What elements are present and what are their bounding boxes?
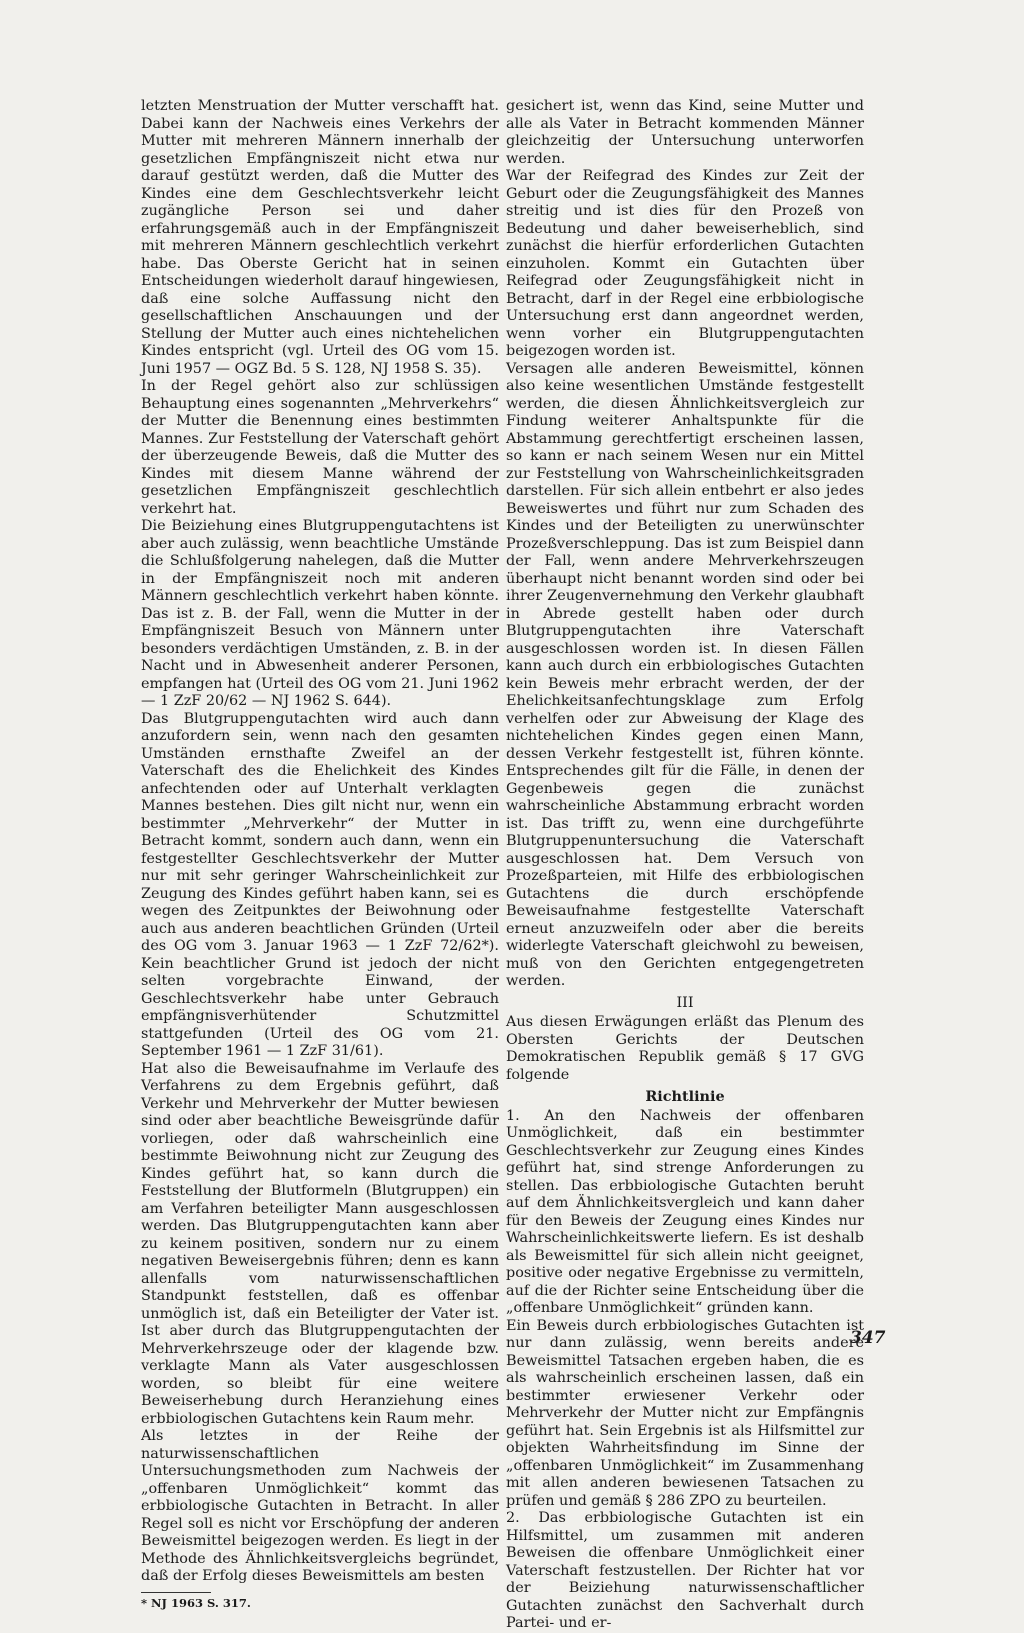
left-paragraph-2: In der Regel gehört also zur schlüssigen Behauptung eines sogenannten „Mehrverkehrs“ der Mutter die Benennung eines bestimmten Mannes. Zur Feststellung der Vaterschaft gehört der überzeugende Beweis, daß die Mutter des Kindes mit diesem Manne während der gesetzlichen Empfängniszeit geschlechtlich verkehrt hat.	[141, 378, 499, 517]
left-paragraph-6: Als letztes in der Reihe der naturwissenschaftlichen Untersuchungsmethoden zum Nachweis der „offenbaren Unmöglichkeit“ kommt das erbbiologische Gutachten in Betracht. In aller Regel soll es nicht vor Erschöpfung der anderen Beweismittel beigezogen werden. Es liegt in der Methode des Ähnlichkeitsvergleichs begründet, daß der Erfolg dieses Beweismittels am besten	[141, 1428, 499, 1584]
section-heading: III	[676, 994, 694, 1011]
directive-paragraph-2: Ein Beweis durch erbbiologisches Gutachten ist nur dann zulässig, wenn bereits andere Beweismittel Tatsachen ergeben haben, die es als wahrscheinlich erscheinen lassen, daß ein bestimmter erwiesener Verkehr oder Mehrverkehr der Mutter nicht zur Empfängnis geführt hat. Sein Ergebnis ist als Hilfsmittel zur objekten Wahrheitsfindung im Sinne der „offenbaren Unmöglichkeit“ im Zusammenhang mit allen anderen bewiesenen Tatsachen zu prüfen und gemäß § 286 ZPO zu beurteilen.	[506, 1317, 864, 1509]
left-paragraph-5: Hat also die Beweisaufnahme im Verlaufe des Verfahrens zu dem Ergebnis geführt, daß Verkehr und Mehrverkehr der Mutter bewiesen sind oder aber beachtliche Beweisgründe dafür vorliegen, oder daß wahrscheinlich eine bestimmte Beiwohnung nicht zur Zeugung des Kindes geführt hat, so kann durch die Feststellung der Blutformeln (Blutgruppen) ein am Verfahren beteiligter Mann ausgeschlossen werden. Das Blutgruppengutachten kann aber zu keinem positiven, sondern nur zu einem negativen Beweisergebnis führen; denn es kann allenfalls vom naturwissenschaftlichen Standpunkt feststellen, daß es offenbar unmöglich ist, daß ein Beteiligter der Vater ist. Ist aber durch das Blutgruppengutachten der Mehrverkehrszeuge oder der klagende bzw. verklagte Mann als Vater ausgeschlossen worden, so bleibt für eine weitere Beweiserhebung durch Heranziehung eines erbbiologischen Gutachtens kein Raum mehr.	[141, 1060, 499, 1427]
page-number: 347	[850, 1328, 886, 1348]
left-paragraph-1: letzten Menstruation der Mutter verschafft hat. Dabei kann der Nachweis eines Verkehrs der Mutter mit mehreren Männern innerhalb der gesetzlichen Empfängniszeit nicht etwa nur darauf gestützt werden, daß die Mutter des Kindes eine dem Geschlechtsverkehr leicht zugängliche Person sei und daher erfahrungsgemäß auch in der Empfängniszeit mit mehreren Männern geschlechtlich verkehrt habe. Das Oberste Gericht hat in seinen Entscheidungen wiederholt darauf hingewiesen, daß eine solche Auffassung nicht den gesellschaftlichen Anschauungen und der Stellung der Mutter auch eines nichtehelichen Kindes entspricht (vgl. Urteil des OG vom 15. Juni 1957 — OGZ Bd. 5 S. 128, NJ 1958 S. 35).	[141, 98, 499, 377]
right-paragraph-3: Versagen alle anderen Beweismittel, können also keine wesentlichen Umstände festgestellt werden, die diesen Ähnlichkeitsvergleich zur Findung weiterer Anhaltspunkte für die Abstammung gerechtfertigt erscheinen lassen, so kann er nach seinem Wesen nur ein Mittel zur Feststellung von Wahrscheinlichkeitsgraden darstellen. Für sich allein entbehrt er also jedes Beweiswertes und führt nur zum Schaden des Kindes und der Beteiligten zu unerwünschter Prozeßverschleppung. Das ist zum Beispiel dann der Fall, wenn andere Mehrverkehrszeugen überhaupt nicht benannt worden sind oder bei ihrer Zeugenvernehmung den Verkehr glaubhaft in Abrede gestellt haben oder durch Blutgruppengutachten ihre Vaterschaft ausgeschlossen worden ist. In diesen Fällen kann auch durch ein erbbiologisches Gutachten kein Beweis mehr erbracht werden, der der Ehelichkeitsanfechtungsklage zum Erfolg verhelfen oder zur Abweisung der Klage des nichtehelichen Kindes gegen einen Mann, dessen Verkehr festgestellt ist, führen könnte. Entsprechendes gilt für die Fälle, in denen der Gegenbeweis gegen die zunächst wahrscheinliche Abstammung erbracht worden ist. Das trifft zu, wenn eine durchgeführte Blutgruppenuntersuchung die Vaterschaft ausgeschlossen hat. Dem Versuch von Prozeßparteien, mit Hilfe des erbbiologischen Gutachtens die durch erschöpfende Beweisaufnahme festgestellte Vaterschaft erneut anzuzweifeln oder aber die bereits widerlegte Vaterschaft gleichwohl zu beweisen, muß von den Gerichten entgegengetreten werden.	[506, 360, 864, 989]
section-paragraph: Aus diesen Erwägungen erläßt das Plenum des Obersten Gerichts der Deutschen Demokratischen Republik gemäß § 17 GVG folgende	[506, 1014, 864, 1083]
directive-paragraph-3: 2. Das erbbiologische Gutachten ist ein Hilfsmittel, um zusammen mit anderen Beweisen die offenbare Unmöglichkeit einer Vaterschaft festzustellen. Der Richter hat vor der Beiziehung naturwissenschaftlicher Gutachten zunächst den Sachverhalt durch Partei- und er-	[506, 1510, 864, 1631]
left-paragraph-4: Das Blutgruppengutachten wird auch dann anzufordern sein, wenn nach den gesamten Umständen ernsthafte Zweifel an der Vaterschaft des die Ehelichkeit des Kindes anfechtenden oder auf Unterhalt verklagten Mannes bestehen. Dies gilt nicht nur, wenn ein bestimmter „Mehrverkehr“ der Mutter in Betracht kommt, sondern auch dann, wenn ein festgestellter Geschlechtsverkehr der Mutter nur mit sehr geringer Wahrscheinlichkeit zur Zeugung des Kindes geführt haben kann, sei es wegen des Zeitpunktes der Beiwohnung oder auch aus anderen beachtlichen Gründen (Urteil des OG vom 3. Januar 1963 — 1 ZzF 72/62*). Kein beachtlicher Grund ist jedoch der nicht selten vorgebrachte Einwand, der Geschlechtsverkehr habe unter Gebrauch empfängnisverhütender Schutzmittel stattgefunden (Urteil des OG vom 21. September 1961 — 1 ZzF 31/61).	[141, 710, 499, 1059]
directive-heading: Richtlinie	[645, 1088, 725, 1105]
footnote: * NJ 1963 S. 317.	[141, 1595, 251, 1610]
directive-paragraph-1: 1. An den Nachweis der offenbaren Unmöglichkeit, daß ein bestimmter Geschlechtsverkehr zur Zeugung eines Kindes geführt hat, sind strenge Anforderungen zu stellen. Das erbbiologische Gutachten beruht auf dem Ähnlichkeitsvergleich und kann daher für den Beweis der Zeugung eines Kindes nur Wahrscheinlichkeitswerte liefern. Es ist deshalb als Beweismittel für sich allein nicht geeignet, positive oder negative Ergebnisse zu vermitteln, auf die der Richter seine Entscheidung über die „offenbare Unmöglichkeit“ gründen kann.	[506, 1107, 864, 1316]
left-paragraph-3: Die Beiziehung eines Blutgruppengutachtens ist aber auch zulässig, wenn beachtliche Umstände die Schlußfolgerung nahelegen, daß die Mutter in der Empfängniszeit noch mit anderen Männern geschlechtlich verkehrt haben könnte. Das ist z. B. der Fall, wenn die Mutter in der Empfängniszeit Besuch von Männern unter besonders verdächtigen Umständen, z. B. in der Nacht und in Abwesenheit anderer Personen, empfangen hat (Urteil des OG vom 21. Juni 1962 — 1 ZzF 20/62 — NJ 1962 S. 644).	[141, 518, 499, 709]
right-paragraph-2: War der Reifegrad des Kindes zur Zeit der Geburt oder die Zeugungsfähigkeit des Mannes streitig und ist dies für den Prozeß von Bedeutung und daher beweiserheblich, sind zunächst die hierfür erforderlichen Gutachten einzuholen. Kommt ein Gutachten über Reifegrad oder Zeugungsfähigkeit nicht in Betracht, darf in der Regel eine erbbiologische Untersuchung erst dann angeordnet werden, wenn vorher ein Blutgruppengutachten beigezogen worden ist.	[506, 168, 864, 359]
left-column	[141, 98, 499, 1610]
footnote-divider	[141, 1592, 211, 1593]
right-column	[506, 98, 864, 1633]
right-paragraph-1: gesichert ist, wenn das Kind, seine Mutter und alle als Vater in Betracht kommenden Männer gleichzeitig der Untersuchung unterworfen werden.	[506, 98, 864, 167]
